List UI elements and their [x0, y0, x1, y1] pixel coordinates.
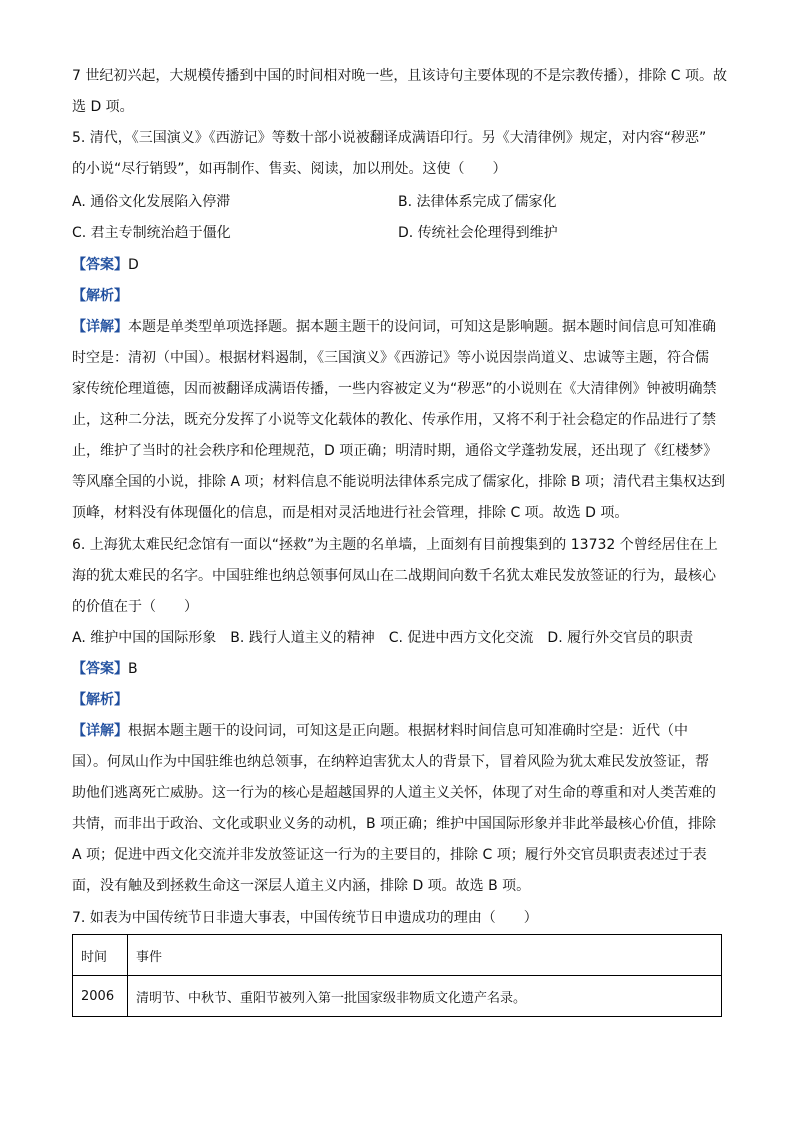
table-cell: 2006	[73, 976, 128, 1017]
question-5-options-row	[72, 192, 722, 212]
table-row	[73, 976, 722, 1017]
analysis-tag: 【解析】	[72, 288, 128, 304]
question-6-options: A. 维护中国的国际形象 B. 践行人道主义的精神 C. 促进中西方文化交流 D. 履行外交官员的职责	[72, 630, 694, 646]
detail-text: 等风靡全国的小说，排除 A 项；材料信息不能说明法律体系完成了儒家化，排除 B 项；清代君主集权达到	[72, 474, 725, 490]
detail-text: 顶峰，材料没有体现僵化的信息，而是相对灵活地进行社会管理，排除 C 项。故选 D 项。	[72, 505, 629, 521]
answer-value: D	[128, 257, 139, 273]
detail-line	[72, 317, 716, 337]
detail-text: 家传统伦理道德，因而被翻译成满语传播，一些内容被定义为“秽恶”的小说则在《大清律例》钟被明确禁	[72, 381, 717, 397]
question-7-stem: 7. 如表为中国传统节日非遗大事表，中国传统节日申遗成功的理由（ ）	[72, 910, 538, 926]
answer-line	[72, 255, 139, 275]
question-6-stem: 海的犹太难民的名字。中国驻维也纳总领事何凤山在二战期间向数千名犹太难民发放签证的行为，最核心	[72, 568, 716, 584]
question-6-stem: 的价值在于（ ）	[72, 599, 198, 615]
table-header-row	[73, 935, 722, 976]
question-6-stem: 6. 上海犹太难民纪念馆有一面以“拯救”为主题的名单墙，上面刻有目前搜集到的 13732 个曾经居住在上	[72, 537, 718, 553]
text-line: 选 D 项。	[72, 99, 134, 115]
detail-text: 共情，而非出于政治、文化或职业义务的动机，B 项正确；维护中国国际形象并非此举最核心价值，排除	[72, 816, 717, 832]
answer-line	[72, 659, 138, 679]
option-b: B. 法律体系完成了儒家化	[398, 194, 557, 210]
question-5-stem: 的小说“尽行销毁”，如再制作、售卖、阅读，加以刑处。这使（ ）	[72, 161, 507, 177]
table-header-cell: 事件	[128, 935, 722, 976]
detail-text: 国）。何凤山作为中国驻维也纳总领事，在纳粹迫害犹太人的背景下，冒着风险为犹太难民发放签证，帮	[72, 754, 709, 770]
answer-value: B	[128, 661, 138, 677]
answer-tag: 【答案】	[72, 661, 128, 677]
analysis-tag: 【解析】	[72, 692, 128, 708]
detail-line	[72, 721, 688, 741]
option-a: A. 通俗文化发展陷入停滞	[72, 194, 231, 210]
table-cell: 清明节、中秋节、重阳节被列入第一批国家级非物质文化遗产名录。	[128, 976, 722, 1017]
detail-tag: 【详解】	[72, 723, 128, 739]
analysis-line	[72, 286, 128, 306]
detail-text: 根据本题主题干的设问词，可知这是正向题。根据材料时间信息可知准确时空是：近代（中	[128, 723, 688, 739]
detail-text: 助他们逃离死亡威胁。这一行为的核心是超越国界的人道主义关怀，体现了对生命的尊重和对人类苦难的	[72, 785, 716, 801]
table-header-cell: 时间	[73, 935, 128, 976]
detail-text: 面，没有触及到拯救生命这一深层人道主义内涵，排除 D 项。故选 B 项。	[72, 878, 531, 894]
text-line: 7 世纪初兴起，大规模传播到中国的时间相对晚一些，且该诗句主要体现的不是宗教传播），排除 C 项。故	[72, 68, 728, 84]
question-7-table	[72, 934, 722, 1017]
answer-tag: 【答案】	[72, 257, 128, 273]
option-c: C. 君主专制统治趋于僵化	[72, 225, 231, 241]
question-5-stem: 5. 清代，《三国演义》《西游记》等数十部小说被翻译成满语印行。另《大清律例》规定，对内容“秽恶”	[72, 130, 707, 146]
detail-text: 止，维护了当时的社会秩序和伦理规范，D 项正确；明清时期，通俗文学蓬勃发展，还出现了《红楼梦》	[72, 443, 718, 459]
detail-tag: 【详解】	[72, 319, 128, 335]
detail-text: 止，这种二分法，既充分发挥了小说等文化载体的教化、传承作用，又将不利于社会稳定的作品进行了禁	[72, 412, 716, 428]
option-d: D. 传统社会伦理得到维护	[398, 225, 558, 241]
detail-text: 时空是：清初（中国）。根据材料遏制，《三国演义》《西游记》等小说因崇尚道义、忠诚等主题，符合儒	[72, 350, 709, 366]
question-5-options-row	[72, 223, 722, 243]
analysis-line	[72, 690, 128, 710]
detail-text: 本题是单类型单项选择题。据本题主题干的设问词，可知这是影响题。据本题时间信息可知准确	[128, 319, 716, 335]
detail-text: A 项；促进中西文化交流并非发放签证这一行为的主要目的，排除 C 项；履行外交官员职责表述过于表	[72, 847, 707, 863]
